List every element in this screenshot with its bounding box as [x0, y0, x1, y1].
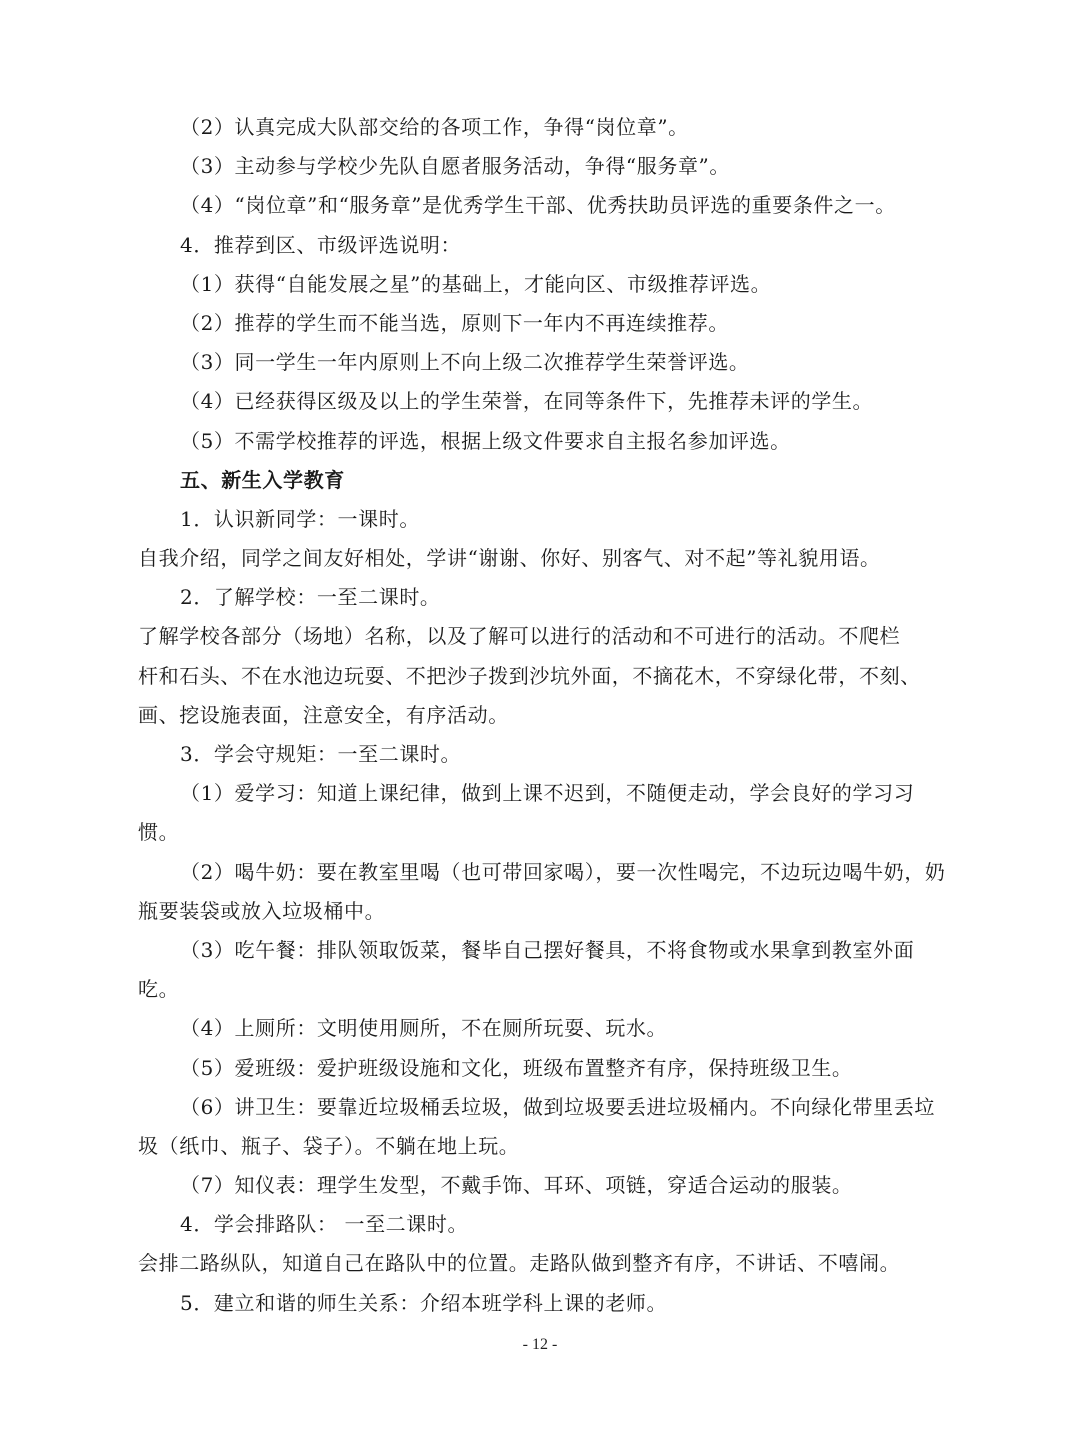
text-line: （4）已经获得区级及以上的学生荣誉，在同等条件下，先推荐未评的学生。: [180, 389, 874, 414]
text-line: （3）吃午餐：排队领取饭菜，餐毕自己摆好餐具，不将食物或水果拿到教室外面: [180, 937, 915, 962]
text-line: （4）上厕所：文明使用厕所，不在厕所玩耍、玩水。: [180, 1016, 668, 1041]
page-number: - 12 -: [522, 1336, 558, 1353]
text-line: 5．建立和谐的师生关系：介绍本班学科上课的老师。: [180, 1290, 668, 1315]
text-line: （1）获得“自能发展之星”的基础上，才能向区、市级推荐评选。: [180, 271, 772, 296]
text-line: （2）推荐的学生而不能当选，原则下一年内不再连续推荐。: [180, 310, 729, 335]
text-line: 4．推荐到区、市级评选说明：: [180, 232, 462, 257]
text-line: 惯。: [138, 820, 180, 845]
text-line: 画、挖设施表面，注意安全，有序活动。: [138, 702, 509, 727]
text-line: （5）不需学校推荐的评选，根据上级文件要求自主报名参加评选。: [180, 428, 791, 453]
text-line: 了解学校各部分（场地）名称，以及了解可以进行的活动和不可进行的活动。不爬栏: [138, 624, 901, 649]
text-line: （6）讲卫生：要靠近垃圾桶丢垃圾，做到垃圾要丢进垃圾桶内。不向绿化带里丢垃: [180, 1094, 935, 1119]
text-line: （5）爱班级：爱护班级设施和文化，班级布置整齐有序，保持班级卫生。: [180, 1055, 853, 1080]
text-line: 会排二路纵队，知道自己在路队中的位置。走路队做到整齐有序，不讲话、不嘻闹。: [138, 1251, 901, 1276]
text-line: （4）“岗位章”和“服务章”是优秀学生干部、优秀扶助员评选的重要条件之一。: [180, 193, 896, 218]
text-line: 4．学会排路队： 一至二课时。: [180, 1212, 469, 1237]
text-line: （3）主动参与学校少先队自愿者服务活动，争得“服务章”。: [180, 154, 730, 179]
text-line: 瓶要装袋或放入垃圾桶中。: [138, 898, 386, 923]
page-body: [138, 108, 946, 1323]
text-line: 3．学会守规矩：一至二课时。: [180, 742, 462, 766]
text-line: 自我介绍，同学之间友好相处，学讲“谢谢、你好、别客气、对不起”等礼貌用语。: [138, 546, 881, 571]
text-line: （2）认真完成大队部交给的各项工作，争得“岗位章”。: [180, 115, 689, 139]
text-line: 1．认识新同学：一课时。: [180, 506, 420, 531]
text-line: 2．了解学校：一至二课时。: [180, 585, 441, 610]
text-line: （7）知仪表：理学生发型，不戴手饰、耳环、项链，穿适合运动的服装。: [180, 1173, 853, 1198]
text-line: 吃。: [138, 977, 180, 1002]
text-line: 圾（纸巾、瓶子、袋子）。不躺在地上玩。: [138, 1133, 520, 1158]
section-heading: 五、新生入学教育: [180, 467, 345, 492]
text-line: （2）喝牛奶：要在教室里喝（也可带回家喝），要一次性喝完，不边玩边喝牛奶，奶: [180, 859, 946, 884]
text-line: （3）同一学生一年内原则上不向上级二次推荐学生荣誉评选。: [180, 350, 750, 375]
text-line: （1）爱学习：知道上课纪律，做到上课不迟到，不随便走动，学会良好的学习习: [180, 781, 915, 806]
text-line: 杆和石头、不在水池边玩耍、不把沙子拨到沙坑外面，不摘花木，不穿绿化带，不刻、: [138, 663, 921, 688]
